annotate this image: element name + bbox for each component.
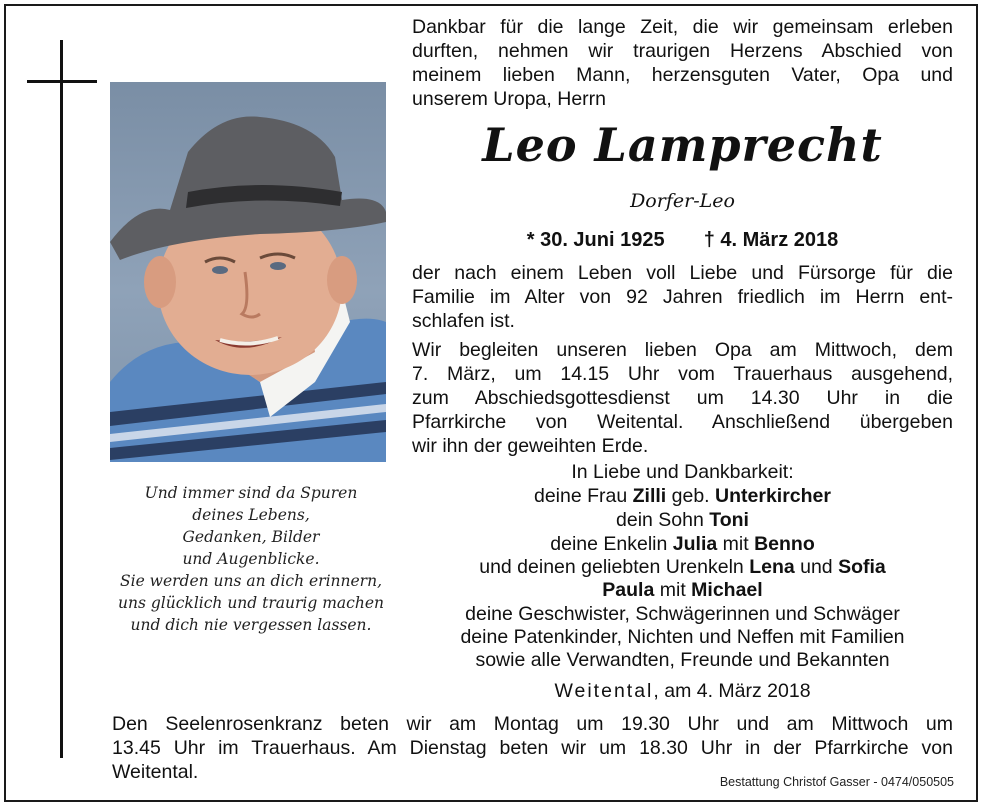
mourner-line	[412, 579, 953, 603]
poem-line: und dich nie vergessen lassen.	[130, 616, 372, 634]
mourner-name: Zilli	[632, 485, 667, 507]
text2-line: Wir begleiten unseren lieben Opa am Mittwoch, dem	[412, 339, 953, 361]
rosary-line: Weitental.	[112, 761, 199, 783]
portrait-illustration	[110, 82, 386, 462]
deceased-name: Leo Lamprecht	[482, 118, 883, 172]
mourner-name: Benno	[754, 533, 815, 555]
text2-line: zum Abschiedsgottesdienst um 14.30 Uhr in die	[412, 387, 953, 409]
poem-line: Und immer sind da Spuren	[144, 484, 358, 502]
text2-line: 7. März, um 14.15 Uhr vom Trauerhaus ausgehend,	[412, 363, 953, 385]
poem-line: und Augenblicke.	[182, 550, 320, 568]
poem-line: deines Lebens,	[192, 506, 310, 524]
mourner-line	[412, 509, 953, 533]
text1-line: schlafen ist.	[412, 310, 515, 332]
mourner-text: und deinen geliebten Urenkeln	[479, 556, 750, 578]
poem-line: Sie werden uns an dich erinnern,	[120, 572, 382, 590]
date: , am 4. März 2018	[653, 680, 811, 702]
mourner-text: und	[794, 556, 839, 578]
intro-line: durften, nehmen wir traurigen Herzens Abschied von	[412, 40, 953, 62]
mourner-line	[412, 485, 953, 509]
mourner-line: deine Geschwister, Schwägerinnen und Schwäger	[465, 603, 900, 625]
place-date	[412, 680, 953, 704]
mourner-name: Sofia	[838, 556, 886, 578]
portrait-photo	[110, 82, 386, 462]
intro-line: unserem Uropa, Herrn	[412, 88, 606, 110]
cross-icon-bar	[27, 80, 97, 83]
mourner-line	[412, 533, 953, 557]
mourner-name: Toni	[709, 509, 749, 531]
intro-line: meinem lieben Mann, herzensguten Vater, Opa und	[412, 64, 953, 86]
text2-line: Pfarrkirche von Weitental. Anschließend übergeben	[412, 411, 953, 433]
rosary-line: 13.45 Uhr im Trauerhaus. Am Dienstag beten wir um 18.30 Uhr in der Pfarrkirche von	[112, 737, 953, 759]
mourner-text: deine Enkelin	[550, 533, 673, 555]
mourner-text: deine Frau	[533, 485, 633, 507]
text1-line: der nach einem Leben voll Liebe und Fürsorge für die	[412, 262, 953, 284]
mourner-name: Unterkircher	[715, 485, 831, 507]
place: Weitental	[554, 680, 654, 702]
cross-icon	[60, 40, 63, 758]
mourner-line: deine Patenkinder, Nichten und Neffen mit Familien	[460, 626, 905, 648]
death-date: † 4. März 2018	[703, 229, 839, 251]
nickname: Dorfer-Leo	[630, 190, 735, 212]
mourner-name: Michael	[691, 579, 763, 601]
mourner-name: Lena	[749, 556, 795, 578]
mourner-text: geb.	[666, 485, 716, 507]
funeral-home-credit: Bestattung Christof Gasser - 0474/050505	[719, 775, 954, 789]
poem-line: uns glücklich und traurig machen	[118, 594, 384, 612]
life-dates	[412, 229, 953, 252]
mourner-text: mit	[654, 579, 692, 601]
birth-date: * 30. Juni 1925	[526, 229, 665, 251]
rosary-line: Den Seelenrosenkranz beten wir am Montag um 19.30 Uhr und am Mittwoch um	[112, 713, 953, 735]
text2-line: wir ihn der geweihten Erde.	[412, 435, 649, 457]
text1-line: Familie im Alter von 92 Jahren friedlich im Herrn ent-	[412, 286, 953, 308]
mourner-line: sowie alle Verwandten, Freunde und Bekannten	[475, 649, 890, 671]
poem-line: Gedanken, Bilder	[182, 528, 320, 546]
mourners-heading: In Liebe und Dankbarkeit:	[571, 461, 794, 483]
mourner-name: Julia	[672, 533, 718, 555]
mourner-text: dein Sohn	[616, 509, 710, 531]
mourner-text: mit	[717, 533, 755, 555]
poem	[98, 482, 404, 636]
intro-line: Dankbar für die lange Zeit, die wir gemeinsam erleben	[412, 16, 953, 38]
mourner-line	[412, 556, 953, 580]
mourner-name: Paula	[602, 579, 655, 601]
